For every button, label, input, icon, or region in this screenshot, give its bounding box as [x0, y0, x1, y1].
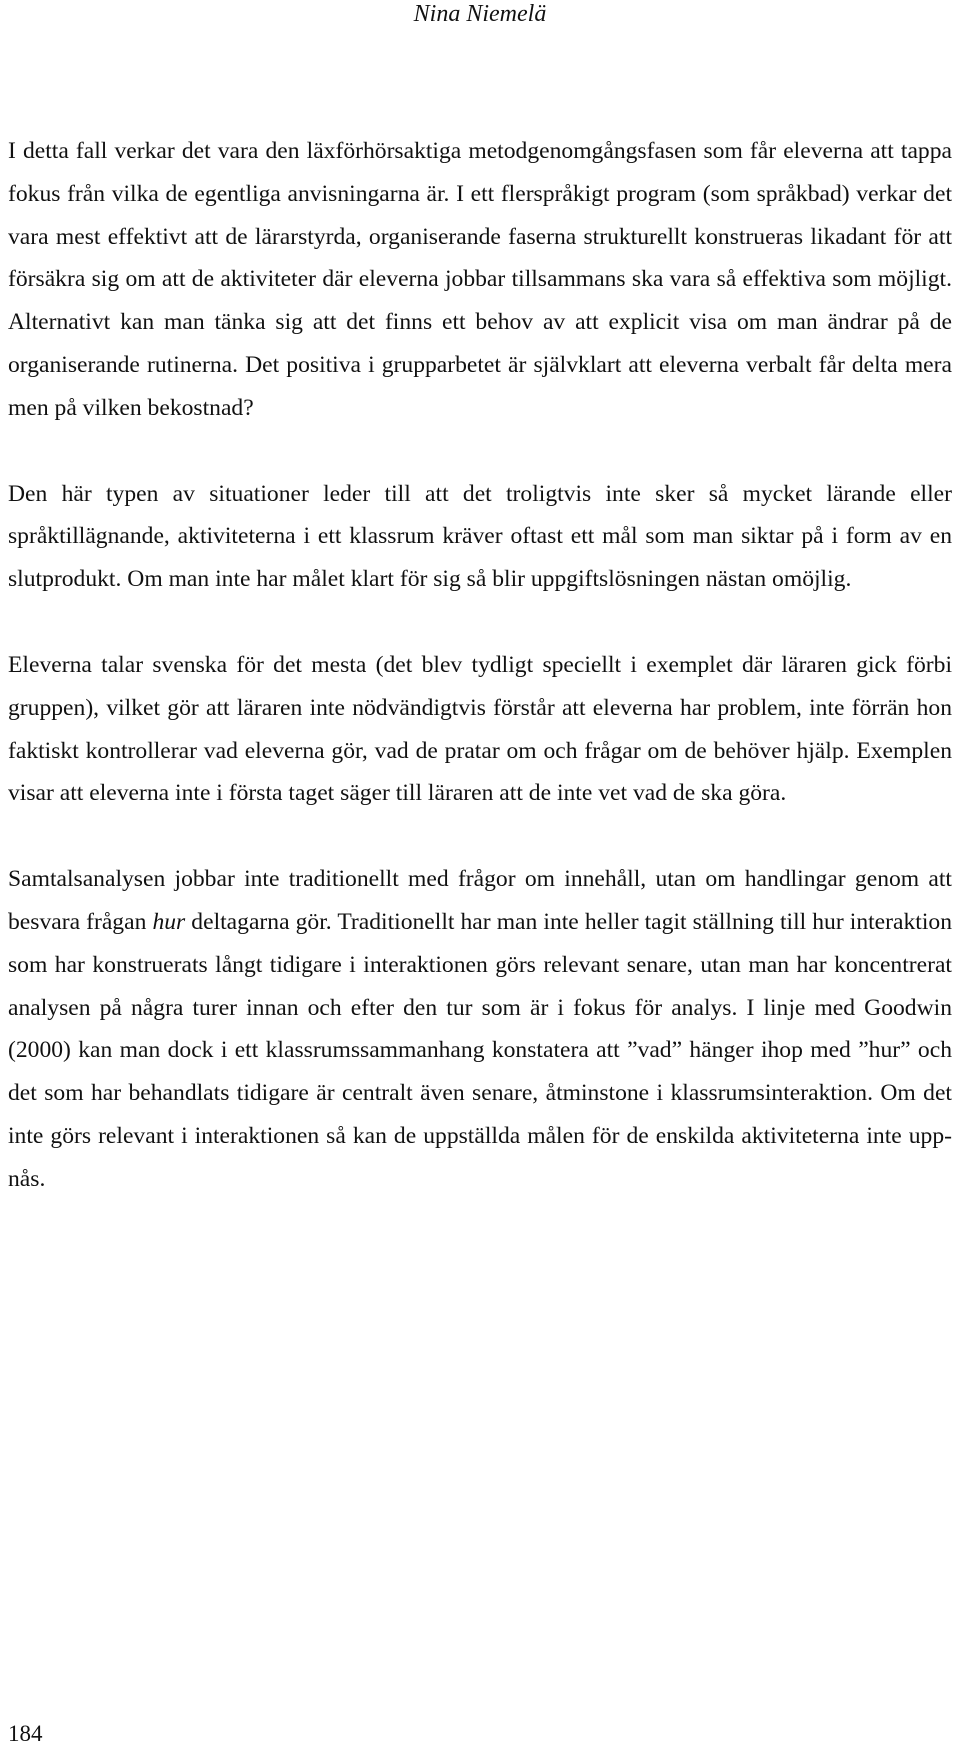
running-header-author: Nina Niemelä: [413, 1, 547, 27]
paragraph-4: [8, 858, 952, 1200]
paragraph-1: I detta fall verkar det vara den läxförhörsaktiga metodgenomgångsfasen som får eleverna att tappa fokus från vilka de egentliga anvisningarna är. I ett flerspråkigt program (som språkbad) verkar det vara mest effektivt att de lärarstyrda, organiserande faserna strukturellt konstrueras likadant för att försäkra sig om att de aktiviteter där eleverna jobbar tillsammans ska vara så effektiva som möjligt. Alternativt kan man tänka sig att det finns ett behov av att explicit visa om man ändrar på de organiserande rutinerna. Det positiva i grupparbetet är självklart att eleverna verbalt får delta mera men på vilken bekostnad?: [8, 138, 952, 421]
emphasis-hur: hur: [152, 908, 186, 935]
paragraph-4-part-2: deltagarna gör. Traditionellt har man inte heller tagit ställning till hur interaktion som har konstruerats långt tidigare i interaktionen görs relevant senare, utan man har koncentrerat analysen på några turer innan och efter den tur som är i fokus för analys. I linje med Goodwin (2000) kan man dock i ett klassrumssammanhang konstatera att ”vad” hänger ihop med ”hur” och det som har behandlats tidigare är centralt även senare, åtminstone i klassrumsinteraktion. Om det inte görs relevant i interaktionen så kan de uppställda målen för de enskilda aktiviteterna inte uppnås.: [8, 908, 952, 1192]
paragraph-3: Eleverna talar svenska för det mesta (det blev tydligt speciellt i exemplet där läraren gick förbi gruppen), vilket gör att läraren inte nödvändigtvis förstår att eleverna har problem, inte förrän hon faktiskt kontrollerar vad eleverna gör, vad de pratar om och frågar om de behöver hjälp. Exemplen visar att eleverna inte i första taget säger till läraren att de inte vet vad de ska göra.: [8, 651, 952, 807]
page-number: 184: [8, 1721, 43, 1746]
paragraph-2: Den här typen av situationer leder till att det troligtvis inte sker så mycket lärande eller språktillägnande, aktiviteterna i ett klassrum kräver oftast ett mål som man siktar på i form av en slutprodukt. Om man inte har målet klart för sig så blir uppgiftslösningen nästan omöjlig.: [8, 480, 952, 593]
body-text: [8, 130, 952, 1201]
paragraph-4-part-1: Samtalsanalysen jobbar inte traditionellt med frågor om innehåll, utan om handlingar genom att besvara frågan: [8, 866, 952, 935]
